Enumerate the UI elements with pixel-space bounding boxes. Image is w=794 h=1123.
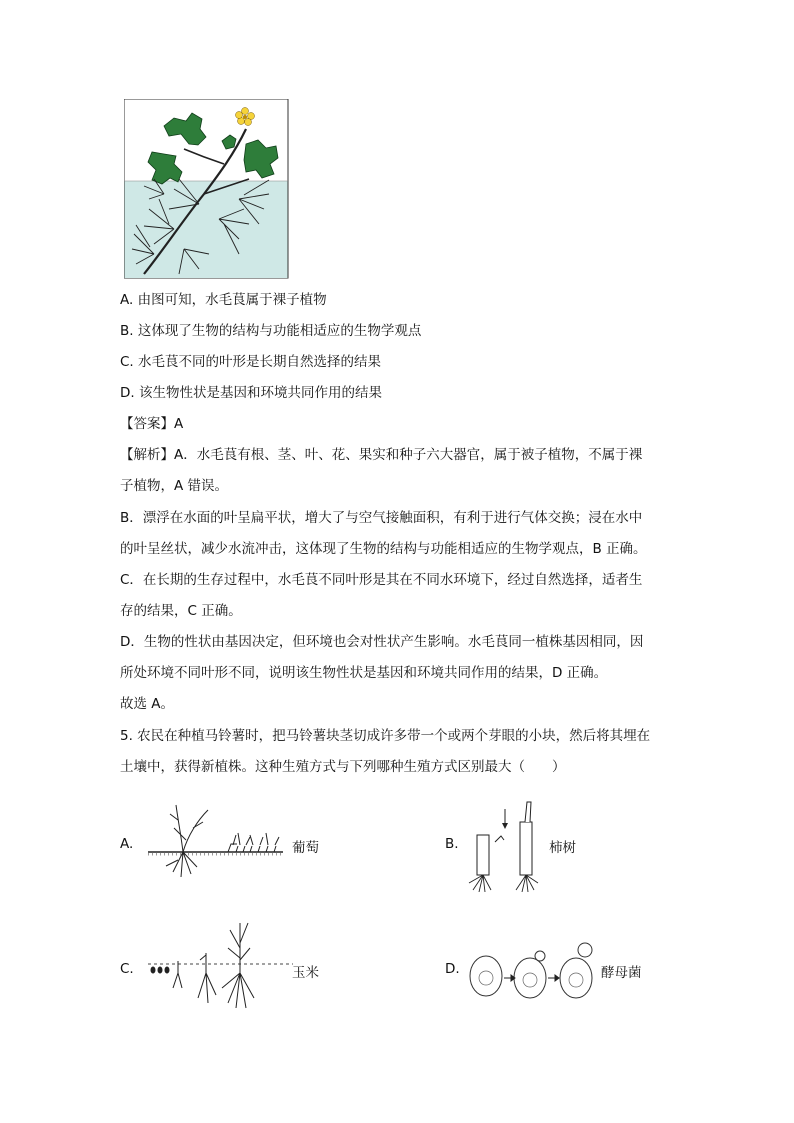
question-5-line: 土壤中，获得新植株。这种生殖方式与下列哪种生殖方式区别最大（ ） — [120, 759, 566, 775]
analysis-line: 故选 A。 — [120, 696, 175, 712]
analysis-line: B．漂浮在水面的叶呈扁平状，增大了与空气接触面积，有利于进行气体交换；浸在水中 — [120, 510, 643, 526]
corn-seed-figure — [148, 918, 298, 1018]
option-5d-letter: D. — [445, 961, 460, 977]
option-d: D. 该生物性状是基因和环境共同作用的结果 — [120, 385, 382, 401]
option-5a-name: 葡萄 — [292, 840, 319, 856]
option-c: C. 水毛茛不同的叶形是长期自然选择的结果 — [120, 354, 382, 370]
answer: 【答案】A — [120, 416, 184, 432]
option-b: B. 这体现了生物的结构与功能相适应的生物学观点 — [120, 323, 422, 339]
water-buttercup-figure — [124, 99, 289, 279]
yeast-budding-figure — [468, 938, 598, 1003]
option-5c-name: 玉米 — [292, 965, 319, 981]
analysis-line: 的叶呈丝状，减少水流冲击，这体现了生物的结构与功能相适应的生物学观点，B 正确。 — [120, 541, 647, 557]
analysis-line: D．生物的性状由基因决定，但环境也会对性状产生影响。水毛茛同一植株基因相同，因 — [120, 634, 644, 650]
option-5d-name: 酵母菌 — [601, 965, 642, 981]
option-5b-name: 柿树 — [549, 840, 576, 856]
question-5-line: 5. 农民在种植马铃薯时，把马铃薯块茎切成许多带一个或两个芽眼的小块，然后将其埋在 — [120, 728, 651, 744]
option-5a-letter: A. — [120, 836, 134, 852]
analysis-line: 存的结果，C 正确。 — [120, 603, 242, 619]
option-5c-letter: C. — [120, 961, 134, 977]
analysis-line: C．在长期的生存过程中，水毛茛不同叶形是其在不同水环境下，经过自然选择，适者生 — [120, 572, 643, 588]
analysis-line: 子植物，A 错误。 — [120, 478, 229, 494]
grape-cutting-figure — [148, 800, 288, 890]
analysis-line: 所处环境不同叶形不同，说明该生物性状是基因和环境共同作用的结果，D 正确。 — [120, 665, 608, 681]
analysis-line: 【解析】A．水毛茛有根、茎、叶、花、果实和种子六大器官，属于被子植物，不属于裸 — [120, 447, 643, 463]
option-5b-letter: B. — [445, 836, 459, 852]
persimmon-graft-figure — [465, 797, 545, 892]
option-a: A. 由图可知，水毛茛属于裸子植物 — [120, 292, 327, 308]
